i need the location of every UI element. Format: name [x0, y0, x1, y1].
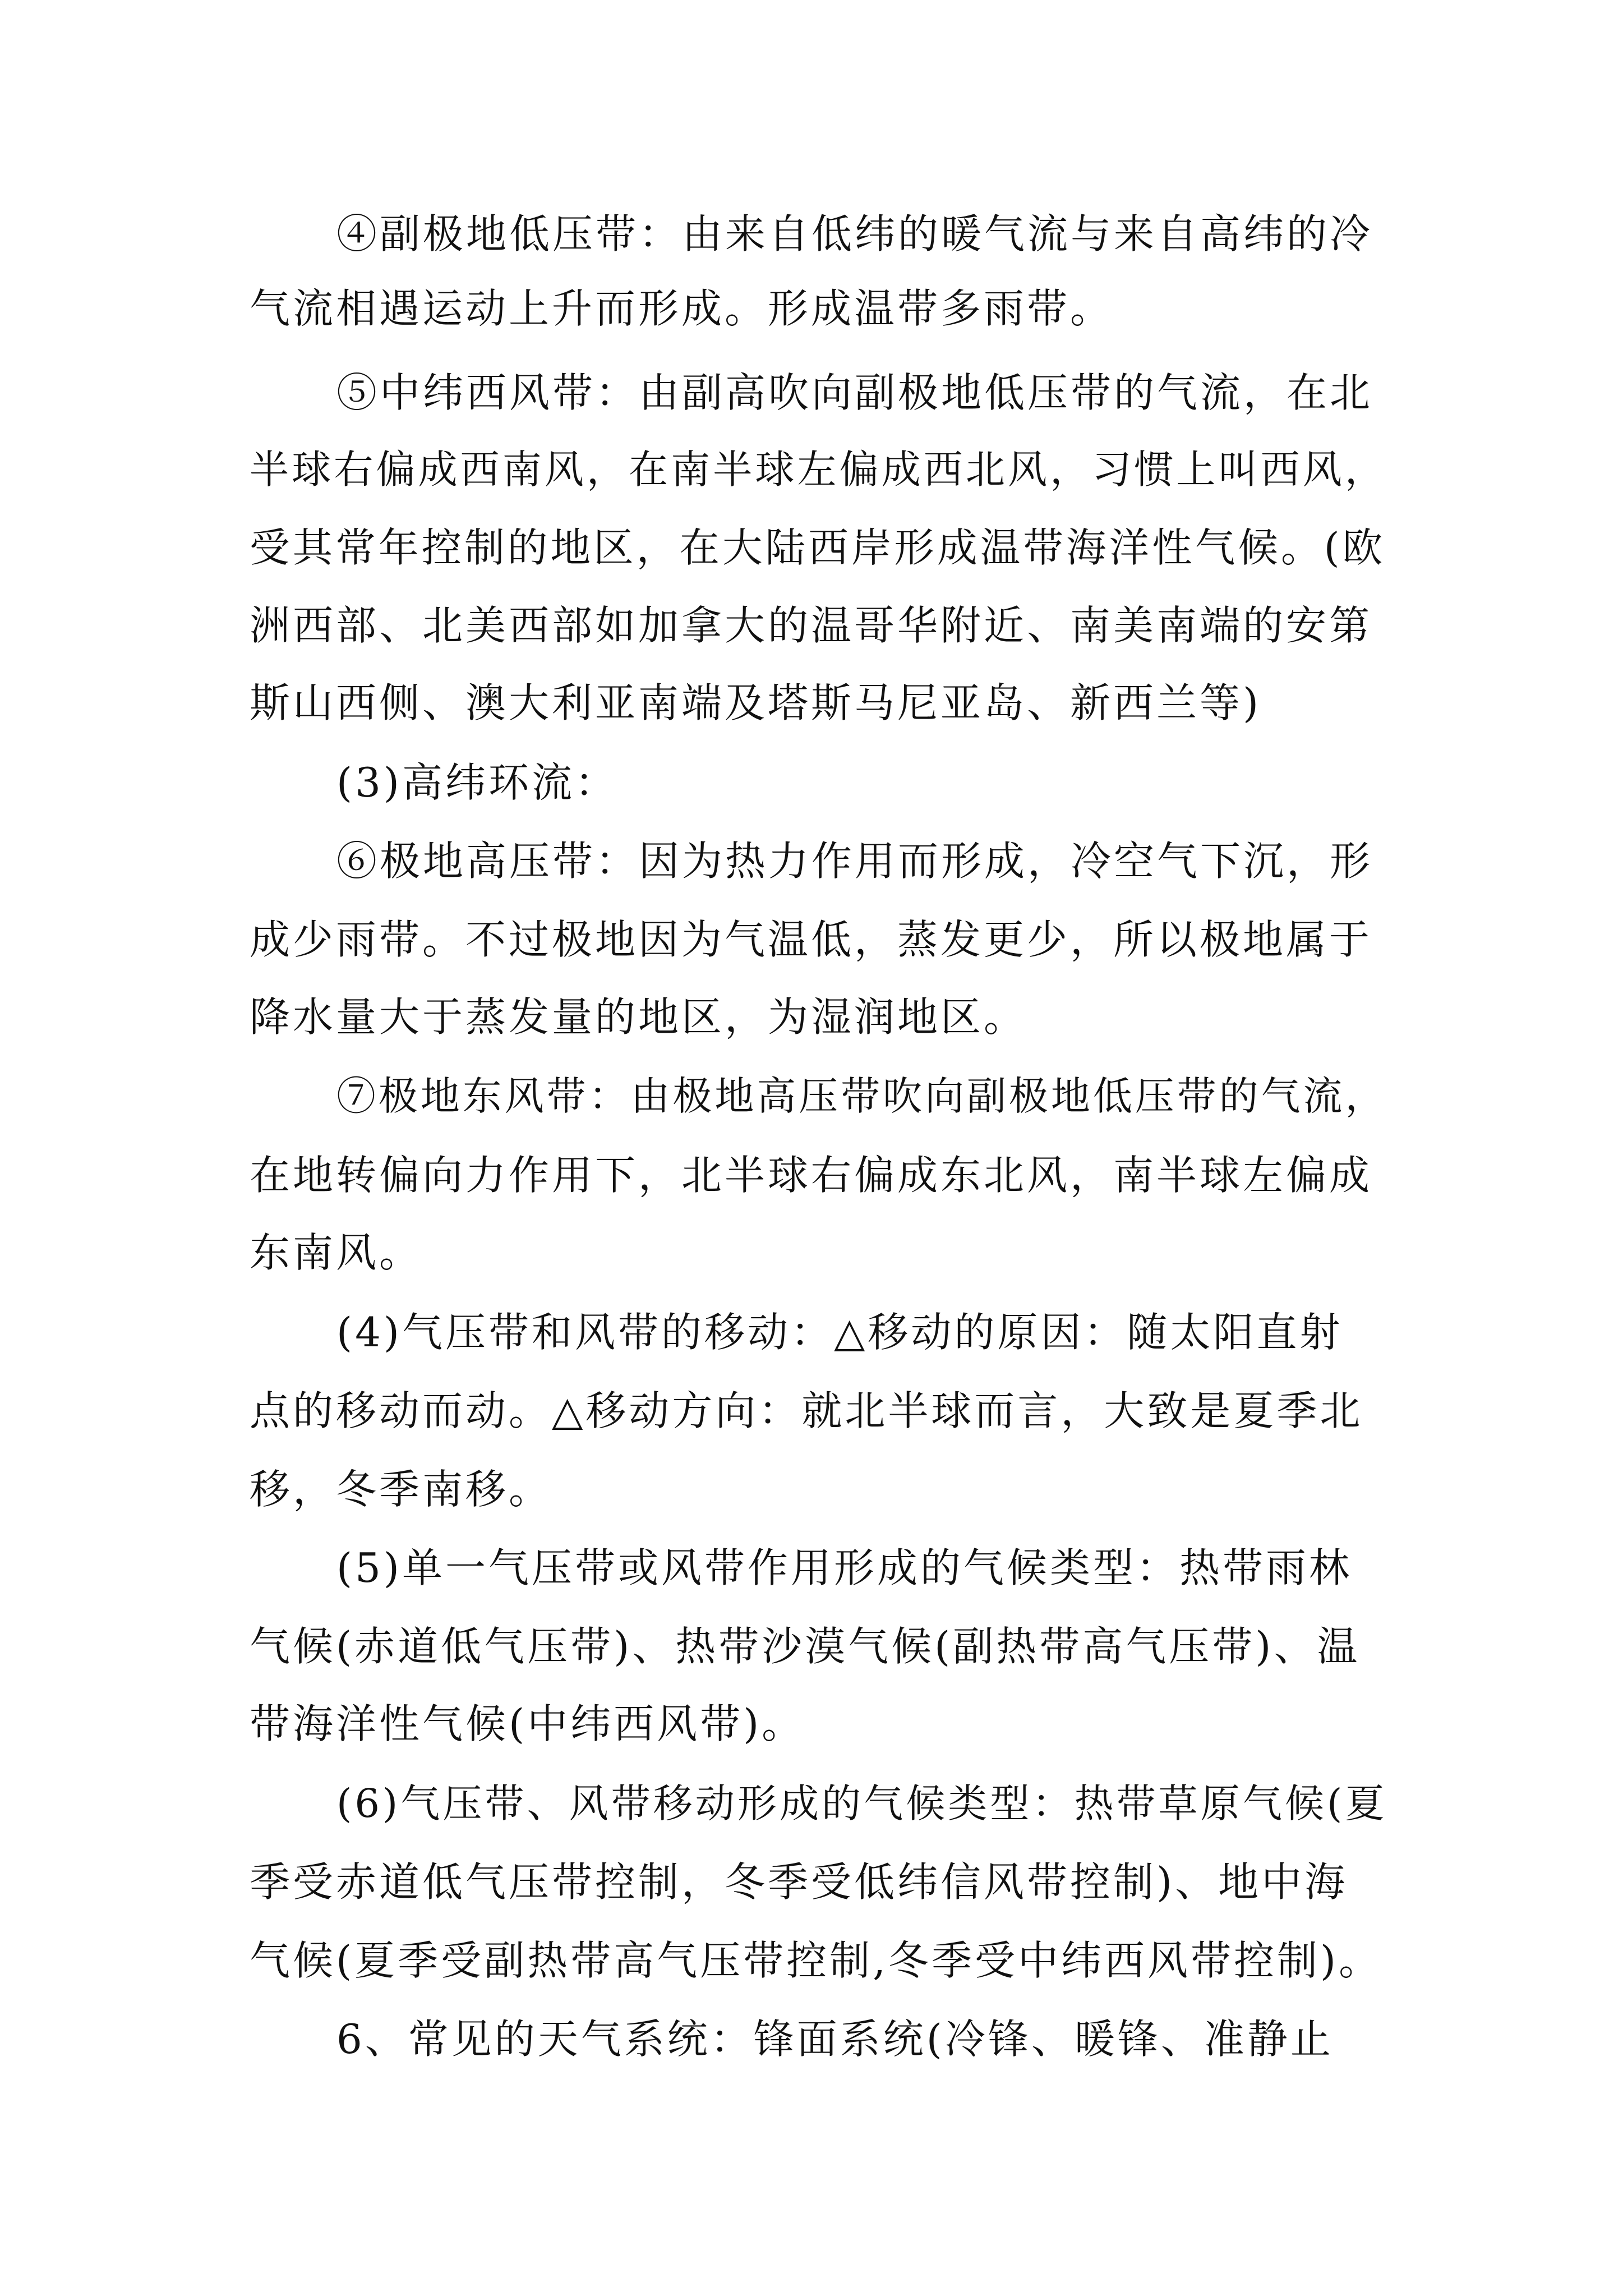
paragraph-line: 在地转偏向力作用下，北半球右偏成东北风，南半球左偏成 [250, 1152, 1373, 1199]
paragraph-line: ⑦极地东风带：由极地高压带吹向副极地低压带的气流， [336, 1074, 1387, 1119]
section-heading: (3)高纬环流： [336, 759, 618, 806]
paragraph-line: 移，冬季南移。 [250, 1466, 552, 1513]
paragraph-line: 季受赤道低气压带控制，冬季受低纬信风带控制)、地中海 [250, 1858, 1348, 1906]
paragraph-line: 受其常年控制的地区，在大陆西岸形成温带海洋性气候。(欧 [250, 524, 1386, 571]
paragraph-line: 洲西部、北美西部如加拿大的温哥华附近、南美南端的安第 [250, 602, 1373, 649]
paragraph-line: 成少雨带。不过极地因为气温低，蒸发更少，所以极地属于 [250, 916, 1373, 963]
paragraph-line: 带海洋性气候(中纬西风带)。 [250, 1700, 805, 1747]
paragraph-line: 半球右偏成西南风，在南半球左偏成西北风，习惯上叫西风， [250, 447, 1387, 493]
paragraph-line: 东南风。 [250, 1229, 423, 1276]
paragraph-line: ⑥极地高压带：因为热力作用而形成，冷空气下沉，形 [336, 838, 1373, 885]
paragraph-line: 气流相遇运动上升而形成。形成温带多雨带。 [250, 285, 1114, 332]
paragraph-line: 斯山西侧、澳大利亚南端及塔斯马尼亚岛、新西兰等) [250, 679, 1262, 726]
paragraph-line: ⑤中纬西风带：由副高吹向副极地低压带的气流，在北 [336, 369, 1373, 416]
paragraph-line: 点的移动而动。△移动方向：就北半球而言，大致是夏季北 [250, 1387, 1363, 1434]
paragraph-line: (6)气压带、风带移动形成的气候类型：热带草原气候(夏 [336, 1780, 1387, 1826]
paragraph-line: 气候(赤道低气压带)、热带沙漠气候(副热带高气压带)、温 [250, 1623, 1361, 1670]
paragraph-line: (4)气压带和风带的移动：△移动的原因：随太阳直射 [336, 1309, 1343, 1356]
paragraph-line: 降水量大于蒸发量的地区，为湿润地区。 [250, 993, 1027, 1041]
paragraph-line: 6、常见的天气系统：锋面系统(冷锋、暖锋、准静止 [336, 2016, 1334, 2063]
paragraph-line: ④副极地低压带：由来自低纬的暖气流与来自高纬的冷 [336, 210, 1373, 257]
paragraph-line: (5)单一气压带或风带作用形成的气候类型：热带雨林 [336, 1544, 1352, 1591]
paragraph-line: 气候(夏季受副热带高气压带控制,冬季受中纬西风带控制)。 [250, 1937, 1382, 1984]
